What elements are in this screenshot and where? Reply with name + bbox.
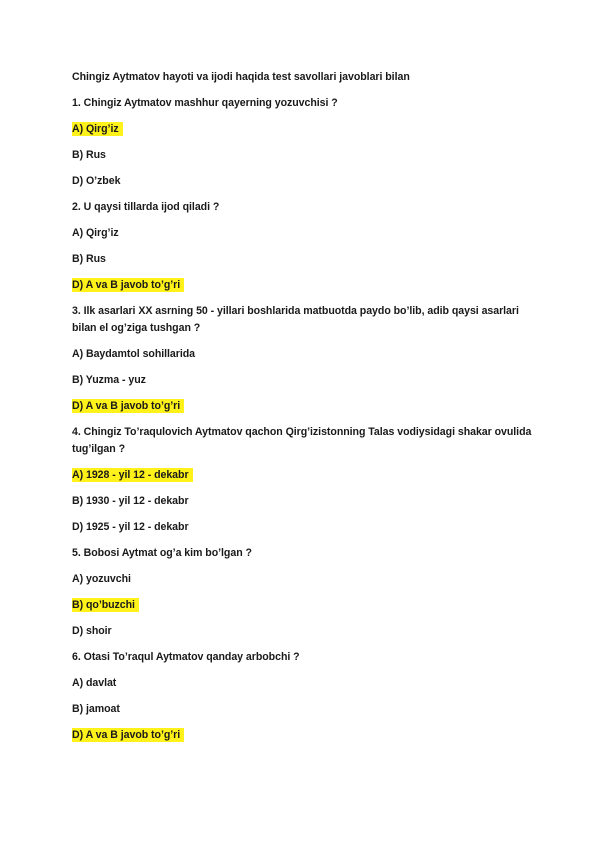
- document-page: [72, 69, 532, 753]
- question-1: 1. Chingiz Aytmatov mashhur qayerning yozuvchisi ?: [72, 97, 338, 109]
- question-3: 3. Ilk asarlari XX asrning 50 - yillari boshlarida matbuotda paydo bo’lib, adib qaysi asarlari bilan el og’ziga tushgan ?: [72, 305, 519, 334]
- answer-option: [72, 121, 532, 138]
- answer-option: D) O’zbek: [72, 175, 121, 187]
- answer-option: B) Rus: [72, 253, 106, 265]
- answer-option: B) jamoat: [72, 703, 120, 715]
- answer-option: B) Rus: [72, 149, 106, 161]
- question-2: 2. U qaysi tillarda ijod qiladi ?: [72, 201, 220, 213]
- answer-option: [72, 398, 532, 415]
- answer-option: [72, 727, 532, 744]
- answer-option: D) shoir: [72, 625, 112, 637]
- answer-option: B) 1930 - yil 12 - dekabr: [72, 495, 189, 507]
- document-title: Chingiz Aytmatov hayoti va ijodi haqida test savollari javoblari bilan: [72, 71, 410, 83]
- question-4: 4. Chingiz To’raqulovich Aytmatov qachon Qirg’izistonning Talas vodiysidagi shakar ovulida tug’ilgan ?: [72, 426, 532, 455]
- answer-option: A) Qirg’iz: [72, 227, 119, 239]
- correct-answer-highlight: A) Qirg’iz: [72, 122, 123, 136]
- question-5: 5. Bobosi Aytmat og’a kim bo’lgan ?: [72, 547, 252, 559]
- correct-answer-highlight: D) A va B javob to’g’ri: [72, 278, 184, 292]
- answer-option: [72, 467, 532, 484]
- question-6: 6. Otasi To’raqul Aytmatov qanday arbobchi ?: [72, 651, 300, 663]
- correct-answer-highlight: A) 1928 - yil 12 - dekabr: [72, 468, 193, 482]
- answer-option: A) davlat: [72, 677, 117, 689]
- answer-option: [72, 597, 532, 614]
- question-list: [72, 95, 532, 744]
- correct-answer-highlight: B) qo’buzchi: [72, 598, 139, 612]
- answer-option: A) Baydamtol sohillarida: [72, 348, 196, 360]
- answer-option: A) yozuvchi: [72, 573, 131, 585]
- correct-answer-highlight: D) A va B javob to’g’ri: [72, 728, 184, 742]
- answer-option: [72, 277, 532, 294]
- answer-option: B) Yuzma - yuz: [72, 374, 146, 386]
- correct-answer-highlight: D) A va B javob to’g’ri: [72, 399, 184, 413]
- answer-option: D) 1925 - yil 12 - dekabr: [72, 521, 189, 533]
